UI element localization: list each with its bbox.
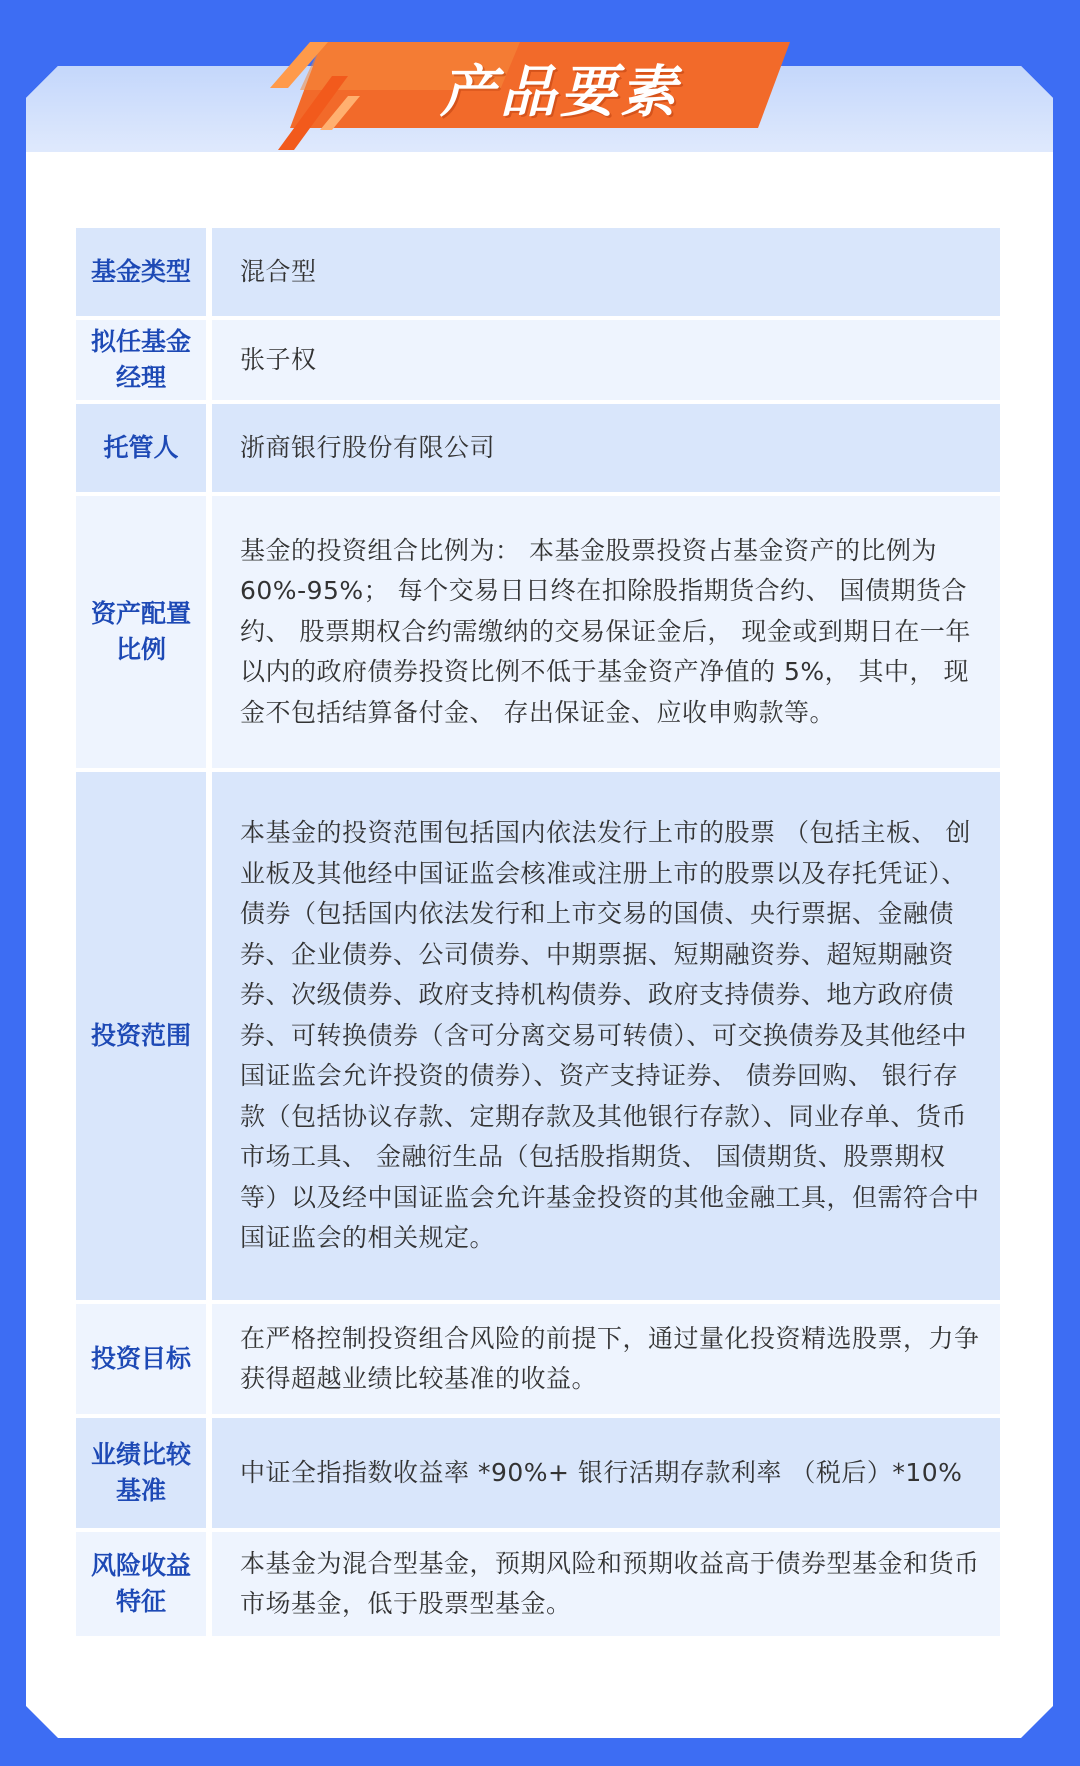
- product-elements-table: [76, 228, 1000, 1640]
- table-row-asset-allocation: [76, 496, 1000, 768]
- row-label: 业绩比较基准: [76, 1418, 206, 1528]
- table-row-risk-return: [76, 1532, 1000, 1636]
- table-row-fund-manager: [76, 320, 1000, 400]
- row-label: 投资目标: [76, 1304, 206, 1414]
- table-row-benchmark: [76, 1418, 1000, 1528]
- row-value: 张子权: [212, 320, 1000, 400]
- page-title: 产品要素: [440, 60, 680, 125]
- row-label: 风险收益特征: [76, 1532, 206, 1636]
- row-value: 在严格控制投资组合风险的前提下，通过量化投资精选股票，力争获得超越业绩比较基准的收益。: [212, 1304, 1000, 1414]
- row-label: 投资范围: [76, 772, 206, 1300]
- row-label: 资产配置比例: [76, 496, 206, 768]
- row-value: 混合型: [212, 228, 1000, 316]
- table-row-investment-objective: [76, 1304, 1000, 1414]
- row-label: 托管人: [76, 404, 206, 492]
- title-banner: [270, 30, 790, 165]
- row-value: 本基金的投资范围包括国内依法发行上市的股票 （包括主板、 创业板及其他经中国证监会核准或注册上市的股票以及存托凭证）、 债券（包括国内依法发行和上市交易的国债、央行票据、金融债券、企业债券、公司债券、中期票据、短期融资券、超短期融资券、次级债券、政府支持机构债券、政府支持债券、地方政府债券、可转换债券（含可分离交易可转债）、可交换债券及其他经中国证监会允许投资的债券）、资产支持证券、 债券回购、 银行存款（包括协议存款、定期存款及其他银行存款）、同业存单、货币市场工具、 金融衍生品（包括股指期货、 国债期货、股票期权等）以及经中国证监会允许基金投资的其他金融工具，但需符合中国证监会的相关规定。: [212, 772, 1000, 1300]
- table-row-fund-type: [76, 228, 1000, 316]
- table-row-investment-scope: [76, 772, 1000, 1300]
- row-label: 基金类型: [76, 228, 206, 316]
- row-value: 本基金为混合型基金，预期风险和预期收益高于债券型基金和货币市场基金，低于股票型基金。: [212, 1532, 1000, 1636]
- row-value: 中证全指指数收益率 *90%+ 银行活期存款利率 （税后）*10%: [212, 1418, 1000, 1528]
- row-value: 基金的投资组合比例为： 本基金股票投资占基金资产的比例为 60%-95%； 每个交易日日终在扣除股指期货合约、 国债期货合约、 股票期权合约需缴纳的交易保证金后， 现金或到期日在一年以内的政府债券投资比例不低于基金资产净值的 5%， 其中， 现金不包括结算备付金、 存出保证金、应收申购款等。: [212, 496, 1000, 768]
- table-row-custodian: [76, 404, 1000, 492]
- row-label: 拟任基金经理: [76, 320, 206, 400]
- row-value: 浙商银行股份有限公司: [212, 404, 1000, 492]
